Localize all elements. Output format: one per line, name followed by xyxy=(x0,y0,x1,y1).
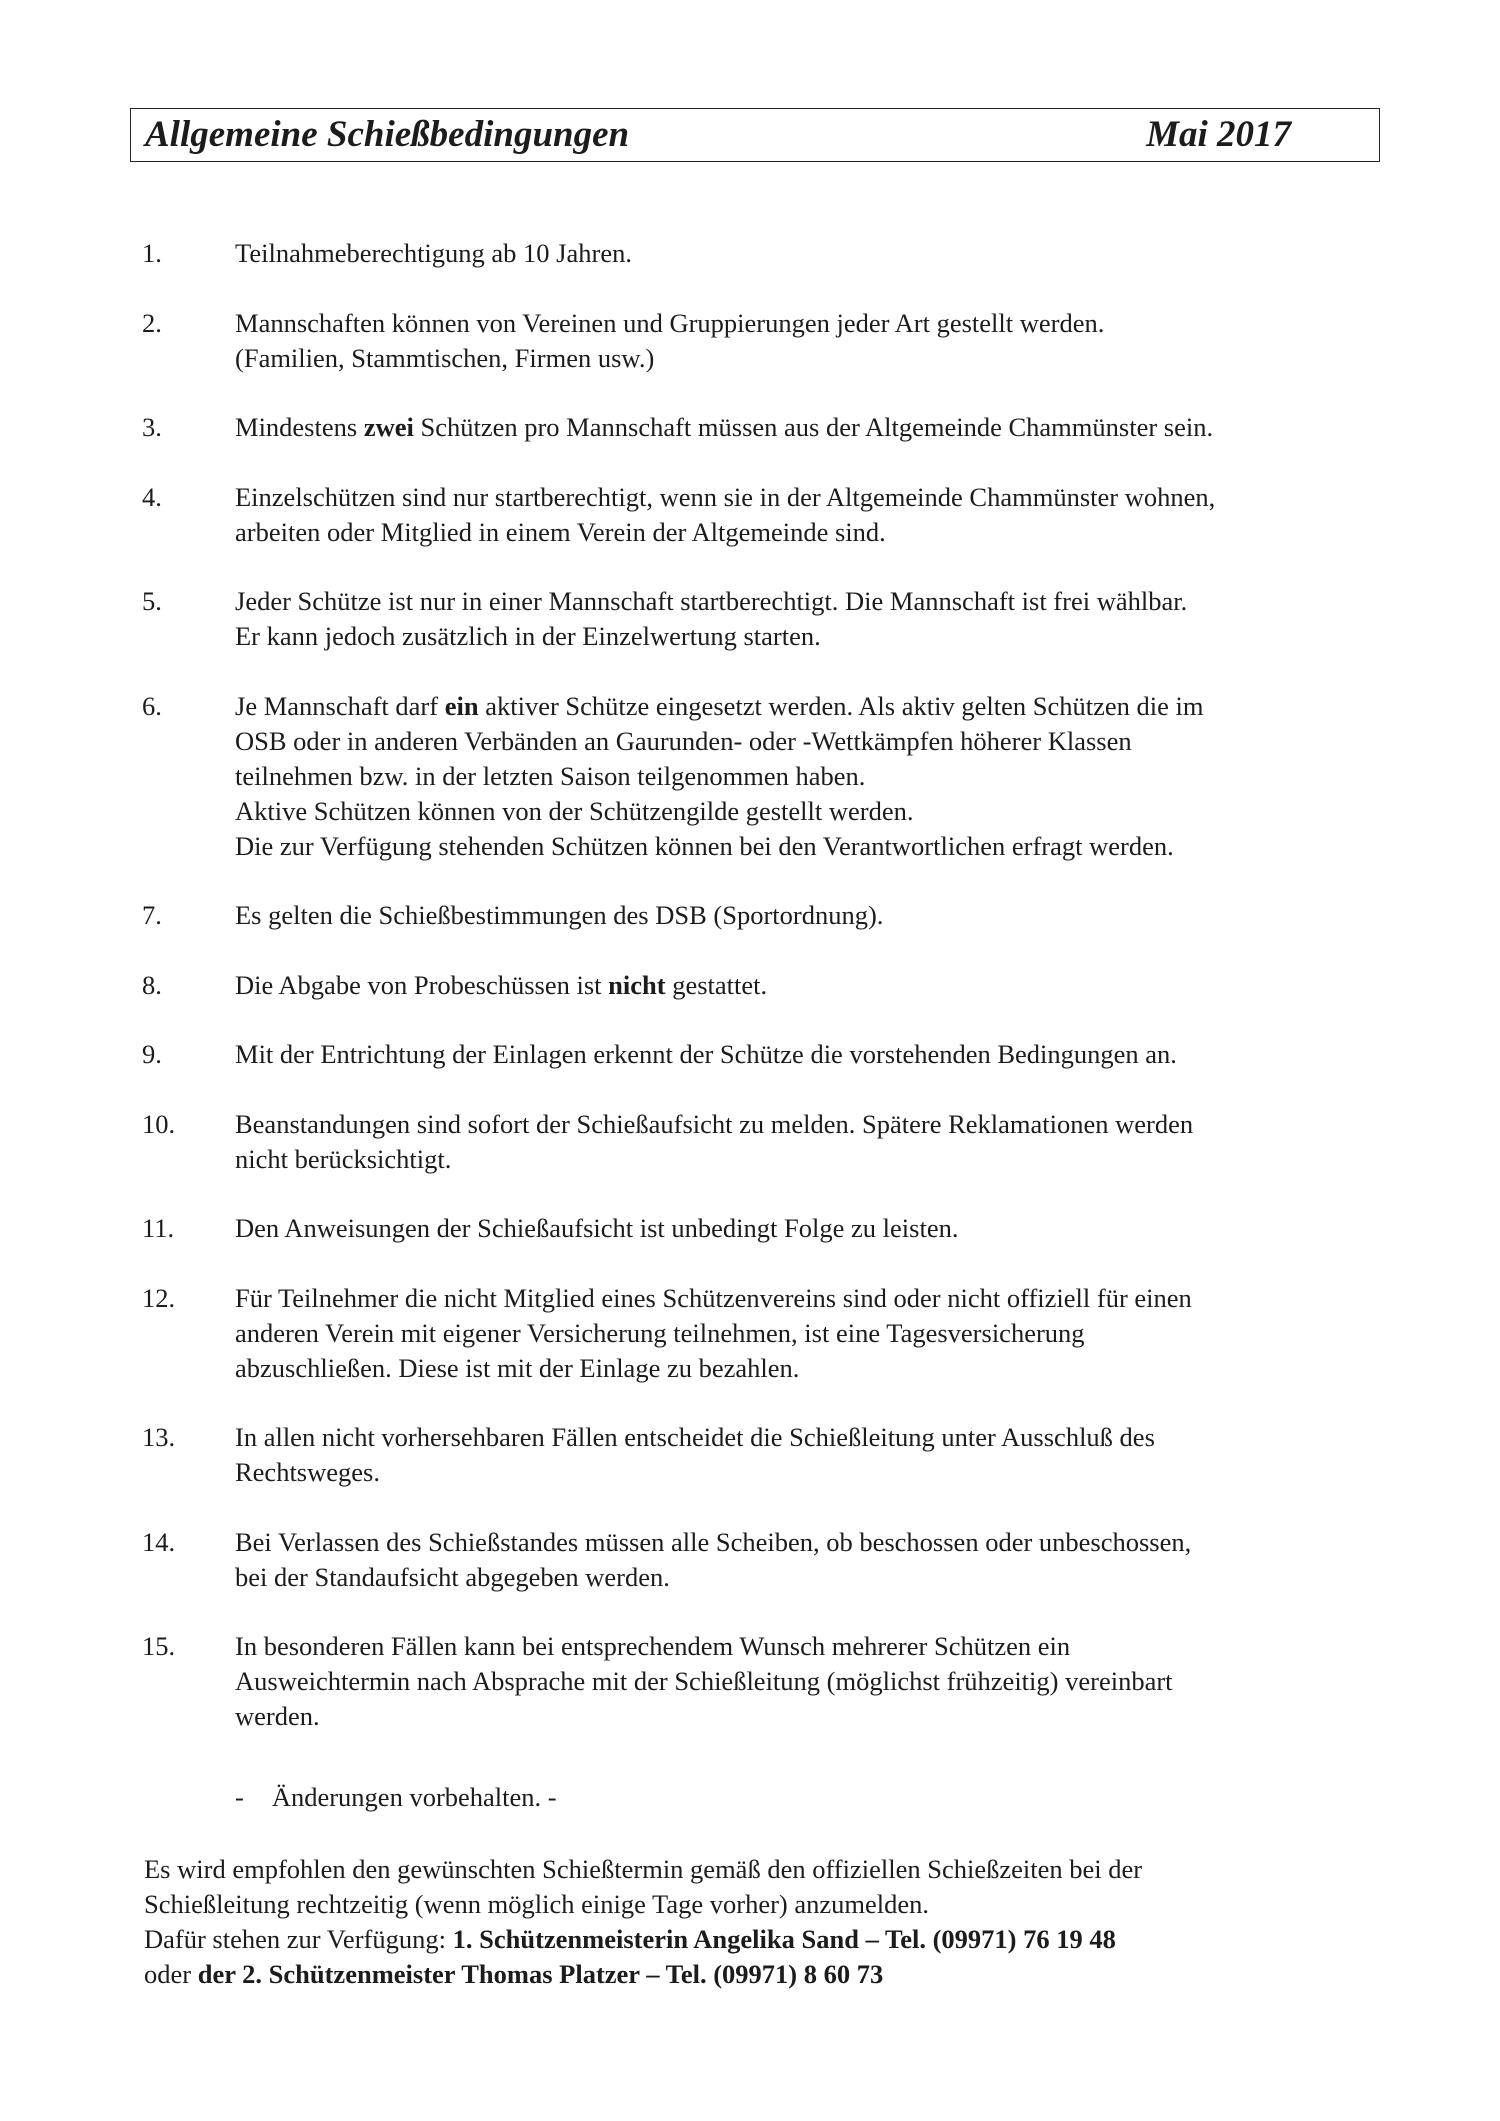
rule-line xyxy=(235,1664,1395,1699)
rule-line xyxy=(235,236,1395,271)
rule-line xyxy=(235,794,1395,829)
footer-line-1: Es wird empfohlen den gewünschten Schießtermin gemäß den offiziellen Schießzeiten bei der xyxy=(144,1854,1143,1884)
rule-number: 4. xyxy=(142,481,162,512)
rule-text xyxy=(235,584,1395,654)
rule-line-text: Mindestens xyxy=(235,412,364,442)
rule-line-text: Mit der Entrichtung der Einlagen erkennt der Schütze die vorstehenden Bedingungen an. xyxy=(235,1039,1177,1069)
rule-line xyxy=(235,1560,1395,1595)
footer-line-3-text: Dafür stehen zur Verfügung: xyxy=(144,1924,453,1954)
rule-item xyxy=(0,1037,1500,1072)
rule-number: 15. xyxy=(142,1631,176,1661)
footer-line-3 xyxy=(144,1922,1142,1957)
rule-number: 6. xyxy=(142,690,162,721)
rule-line-text: Mannschaften können von Vereinen und Gruppierungen jeder Art gestellt werden. xyxy=(235,307,1105,338)
rule-number: 8. xyxy=(142,969,162,1000)
footer-line-4 xyxy=(144,1957,1142,1992)
footer-line-4-text: oder xyxy=(144,1959,198,1989)
rule-line xyxy=(235,1142,1395,1177)
rule-line-text: arbeiten oder Mitglied in einem Verein der Altgemeinde sind. xyxy=(235,516,886,547)
rule-text xyxy=(235,1420,1395,1490)
rule-item xyxy=(0,410,1500,445)
rule-line-text: (Familien, Stammtischen, Firmen usw.) xyxy=(235,342,655,373)
reservation-note xyxy=(235,1780,557,1815)
rule-line-text: Für Teilnehmer die nicht Mitglied eines Schützenvereins sind oder nicht offiziell für einen xyxy=(235,1282,1192,1313)
rule-item xyxy=(0,968,1500,1003)
rule-text xyxy=(235,1629,1395,1734)
rule-item xyxy=(0,1211,1500,1246)
rule-line xyxy=(235,341,1395,376)
rule-line-text: Je Mannschaft darf xyxy=(235,690,445,721)
rule-line-text: abzuschließen. Diese ist mit der Einlage zu bezahlen. xyxy=(235,1352,800,1383)
rule-line-text: Rechtsweges. xyxy=(235,1457,380,1487)
rule-text xyxy=(235,1107,1395,1177)
rule-number: 13. xyxy=(142,1422,176,1452)
rule-number: 5. xyxy=(142,586,162,616)
rule-line xyxy=(235,724,1395,759)
rule-line xyxy=(235,759,1395,794)
rule-line xyxy=(235,410,1395,445)
reservation-text: Änderungen vorbehalten. xyxy=(271,1782,542,1812)
footer-line-2: Schießleitung rechtzeitig (wenn möglich einige Tage vorher) anzumelden. xyxy=(144,1889,930,1919)
reservation-dash-right: - xyxy=(541,1782,557,1812)
contact-2: der 2. Schützenmeister Thomas Platzer – Tel. (09971) 8 60 73 xyxy=(197,1959,884,1989)
rule-line-text: anderen Verein mit eigener Versicherung teilnehmen, ist eine Tagesversicherung xyxy=(235,1317,1085,1348)
rule-line-text: werden. xyxy=(235,1701,320,1731)
rule-number: 12. xyxy=(142,1282,176,1313)
rule-line xyxy=(235,306,1395,341)
rule-line-text: Die Abgabe von Probeschüssen ist xyxy=(235,969,609,1000)
rule-line xyxy=(235,898,1395,933)
rule-number: 1. xyxy=(142,238,162,268)
rule-number: 7. xyxy=(142,900,162,930)
rule-item xyxy=(0,306,1500,376)
rule-item xyxy=(0,584,1500,654)
rule-line-text: Teilnahmeberechtigung ab 10 Jahren. xyxy=(235,238,632,268)
rule-text xyxy=(235,968,1395,1003)
rule-line xyxy=(235,968,1395,1003)
rule-line-text: Schützen pro Mannschaft müssen aus der Altgemeinde Chammünster sein. xyxy=(413,412,1214,442)
rule-number: 10. xyxy=(142,1108,176,1139)
rules-list xyxy=(0,236,1500,1769)
rule-emphasis: zwei xyxy=(363,412,414,442)
rule-line-text: aktiver Schütze eingesetzt werden. Als aktiv gelten Schützen die im xyxy=(478,690,1204,721)
rule-item xyxy=(0,480,1500,550)
rule-line-text: Beanstandungen sind sofort der Schießaufsicht zu melden. Spätere Reklamationen werden xyxy=(235,1108,1194,1139)
rule-line xyxy=(235,619,1395,654)
rule-line-text: teilnehmen bzw. in der letzten Saison teilgenommen haben. xyxy=(235,760,866,791)
rule-item xyxy=(0,1525,1500,1595)
rule-line-text: Aktive Schützen können von der Schützengilde gestellt werden. xyxy=(235,795,914,826)
rule-line-text: bei der Standaufsicht abgegeben werden. xyxy=(235,1561,670,1592)
rule-line-text: Ausweichtermin nach Absprache mit der Schießleitung (möglichst frühzeitig) vereinbart xyxy=(235,1666,1173,1696)
rule-emphasis: ein xyxy=(444,690,479,721)
rule-number: 2. xyxy=(142,307,162,338)
rule-line xyxy=(235,1455,1395,1490)
rule-number: 3. xyxy=(142,412,162,442)
rule-line-text: In allen nicht vorhersehbaren Fällen entscheidet die Schießleitung unter Ausschluß des xyxy=(235,1422,1155,1452)
rule-line-text: Er kann jedoch zusätzlich in der Einzelwertung starten. xyxy=(235,621,821,651)
rule-number: 11. xyxy=(142,1213,175,1243)
rule-line xyxy=(235,1629,1395,1664)
rule-text xyxy=(235,236,1395,271)
rule-emphasis: nicht xyxy=(608,969,666,1000)
rule-number: 9. xyxy=(142,1039,162,1069)
rule-text xyxy=(235,1037,1395,1072)
rule-line-text: Den Anweisungen der Schießaufsicht ist unbedingt Folge zu leisten. xyxy=(235,1213,959,1243)
rule-line-text: Es gelten die Schießbestimmungen des DSB (Sportordnung). xyxy=(235,900,884,930)
rule-line xyxy=(235,1525,1395,1560)
rule-text xyxy=(235,306,1395,376)
rule-text xyxy=(235,1211,1395,1246)
rule-line xyxy=(235,1107,1395,1142)
rule-line xyxy=(235,689,1395,724)
rule-text xyxy=(235,1525,1395,1595)
rule-line-text: Die zur Verfügung stehenden Schützen können bei den Verantwortlichen erfragt werden. xyxy=(235,830,1174,861)
header-box xyxy=(130,108,1380,162)
rule-line xyxy=(235,584,1395,619)
rule-item xyxy=(0,236,1500,271)
rule-item xyxy=(0,1420,1500,1490)
rule-line xyxy=(235,1281,1395,1316)
contact-1: 1. Schützenmeisterin Angelika Sand – Tel. (09971) 76 19 48 xyxy=(452,1924,1116,1954)
rule-line-text: OSB oder in anderen Verbänden an Gaurunden- oder -Wettkämpfen höherer Klassen xyxy=(235,725,1132,756)
rule-line-text: gestattet. xyxy=(665,969,768,1000)
document-title: Allgemeine Schießbedingungen xyxy=(145,114,630,155)
rule-line-text: In besonderen Fällen kann bei entsprechendem Wunsch mehrerer Schützen ein xyxy=(235,1631,1071,1661)
rule-text xyxy=(235,898,1395,933)
rule-line-text: Jeder Schütze ist nur in einer Mannschaft startberechtigt. Die Mannschaft ist frei wählbar. xyxy=(235,586,1188,616)
reservation-dash-left: - xyxy=(235,1782,244,1812)
rule-item xyxy=(0,1629,1500,1734)
rule-line xyxy=(235,1316,1395,1351)
rule-line xyxy=(235,1699,1395,1734)
rule-line xyxy=(235,1420,1395,1455)
rule-item xyxy=(0,1107,1500,1177)
rule-text xyxy=(235,410,1395,445)
rule-line xyxy=(235,1211,1395,1246)
rule-text xyxy=(235,1281,1395,1386)
rule-line xyxy=(235,1351,1395,1386)
rule-number: 14. xyxy=(142,1526,176,1557)
rule-text xyxy=(235,689,1395,864)
rule-item xyxy=(0,1281,1500,1386)
rule-text xyxy=(235,480,1395,550)
rule-item xyxy=(0,689,1500,864)
rule-line xyxy=(235,1037,1395,1072)
rule-line xyxy=(235,515,1395,550)
footer-contact xyxy=(144,1852,1142,1992)
rule-item xyxy=(0,898,1500,933)
rule-line-text: Einzelschützen sind nur startberechtigt, wenn sie in der Altgemeinde Chammünster wohnen, xyxy=(235,481,1216,512)
rule-line xyxy=(235,829,1395,864)
rule-line-text: nicht berücksichtigt. xyxy=(235,1143,452,1174)
document-date: Mai 2017 xyxy=(1146,114,1291,155)
rule-line-text: Bei Verlassen des Schießstandes müssen alle Scheiben, ob beschossen oder unbeschossen, xyxy=(235,1526,1192,1557)
rule-line xyxy=(235,480,1395,515)
